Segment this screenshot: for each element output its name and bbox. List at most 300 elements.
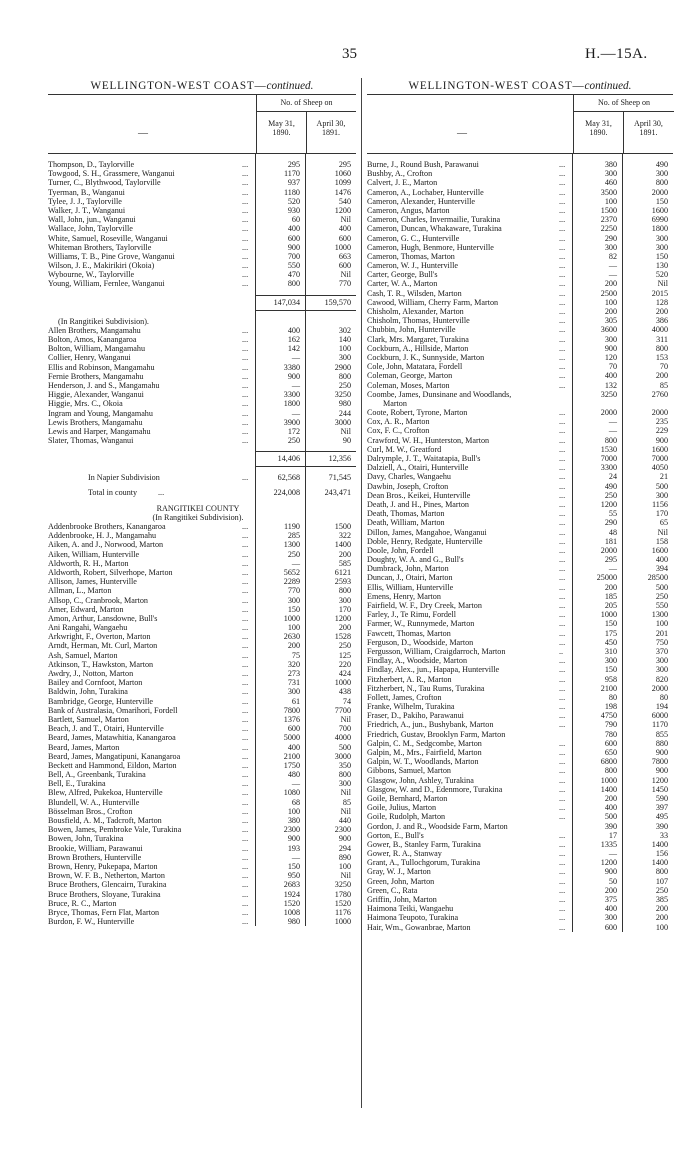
sheep-1890-value: 50 (608, 876, 617, 886)
sheep-1891-value: 65 (659, 518, 668, 528)
leader-dots: ... (242, 669, 249, 678)
sheep-1890-value: 400 (604, 803, 617, 813)
table-row (367, 702, 673, 711)
leader-dots: ... (242, 205, 249, 215)
table-row (48, 641, 356, 650)
sheep-1891-value: 1800 (651, 224, 668, 234)
sheep-1890-value: 380 (604, 160, 617, 169)
sheep-1890-value: 224,008 (273, 488, 300, 498)
sheep-1891-value: Nil (340, 215, 351, 225)
table-row (367, 895, 673, 904)
sheep-1890-value: — (608, 261, 617, 271)
sheep-1891-value: 540 (338, 196, 351, 206)
sheep-1890-value: 55 (608, 509, 617, 519)
table-row (367, 316, 673, 325)
sheep-1891-value: 7800 (651, 757, 668, 767)
leader-dots: ... (242, 816, 249, 825)
sheep-1891-value: 800 (338, 586, 351, 596)
sheep-1891-value: 1528 (334, 632, 351, 642)
sheep-1890-value: 1200 (600, 858, 617, 868)
left-column-title (48, 78, 356, 94)
sheep-1891-value: 370 (655, 646, 668, 656)
owner-name: Addenbrooke, H. J., Mangamahu (48, 531, 157, 541)
owner-name: Goile, Julius, Marton (367, 803, 437, 813)
leader-dots: ... (242, 251, 249, 261)
leader-dots: ... (559, 325, 566, 335)
sheep-1891-value: 4050 (651, 463, 668, 473)
sheep-1891-value: 1600 (651, 205, 668, 215)
sheep-1890-value: 900 (287, 371, 300, 381)
sheep-1890-value: 400 (604, 904, 617, 914)
sheep-1890-value: 200 (604, 582, 617, 592)
sheep-1891-value: 235 (655, 417, 668, 427)
sheep-1890-value: — (608, 417, 617, 427)
sheep-1890-value: 470 (287, 270, 300, 280)
sheep-1891-value: 1780 (334, 889, 351, 899)
sheep-1890-value: 14,406 (277, 454, 300, 464)
leader-dots: ... (559, 371, 566, 381)
sheep-1890-value: 300 (287, 687, 300, 697)
table-row (367, 776, 673, 785)
sheep-1891-value: 663 (338, 251, 351, 261)
leader-dots: ... (559, 573, 566, 583)
leader-dots: ... (559, 913, 566, 923)
sheep-1891-value: 2300 (334, 825, 351, 835)
leader-dots: ... (242, 650, 249, 660)
leader-dots: ... (242, 834, 249, 844)
sheep-1891-value: 243,471 (324, 488, 351, 498)
table-row (367, 509, 673, 518)
sheep-1891-value: 590 (655, 793, 668, 803)
owner-name: Glasgow, W. and D., Edenmore, Turakina (367, 784, 503, 794)
leader-dots: ... (559, 426, 566, 436)
sheep-1891-value: 880 (655, 738, 668, 748)
leader-dots: ... (559, 766, 566, 776)
table-row (48, 724, 356, 733)
table-row (367, 675, 673, 684)
subtotal-rule (256, 451, 356, 452)
right-header-april: April 30, 1891. (623, 111, 673, 153)
sheep-1891-value: 250 (338, 641, 351, 651)
leader-dots: ... (559, 334, 566, 344)
sheep-1891-value: 1600 (651, 444, 668, 454)
right-header-dash: — (457, 128, 467, 139)
table-row (48, 206, 356, 215)
sheep-1891-value: 3000 (334, 751, 351, 761)
owner-name: Total in county (88, 488, 138, 498)
table-row (48, 234, 356, 243)
sheep-1890-value: 900 (604, 343, 617, 353)
sheep-1891-value: 229 (655, 426, 668, 436)
table-row (367, 840, 673, 849)
table-row (367, 638, 673, 647)
owner-name: Coleman, George, Marton (367, 371, 453, 381)
sheep-1890-value: 1180 (284, 187, 300, 197)
leader-dots: ... (242, 371, 249, 381)
owner-name: Dumbrack, John, Marton (367, 564, 449, 574)
leader-dots: ... (242, 399, 249, 409)
leader-dots: ... (559, 637, 566, 647)
owner-name: Bushby, A., Crofton (367, 169, 433, 179)
table-row (367, 711, 673, 720)
owner-name: Hair, Wm., Gowanbrae, Marton (367, 922, 471, 932)
sheep-1890-value: 550 (287, 261, 300, 271)
sheep-1890-value: 700 (287, 251, 300, 261)
sheep-1890-value: 1924 (283, 889, 300, 899)
owner-name: Arkwright, F., Overton, Marton (48, 632, 151, 642)
owner-name: Death, J. and H., Pines, Marton (367, 499, 469, 509)
table-row (48, 844, 356, 853)
leader-dots: ... (242, 871, 249, 881)
right-column-title (367, 78, 673, 94)
leader-dots: ... (242, 187, 249, 197)
leader-dots: ... (242, 724, 249, 734)
sheep-1891-value: 4000 (334, 733, 351, 743)
owner-name: Wilson, J. E., Makirikiri (Okoia) (48, 261, 155, 271)
owner-name: Galpin, M., Mrs., Fairfield, Marton (367, 748, 482, 757)
table-row (48, 390, 356, 399)
subtotal-rule (256, 295, 356, 296)
subtotal-row (48, 295, 356, 311)
sheep-1890-value: — (291, 380, 300, 390)
leader-dots: ... (559, 885, 566, 895)
table-row (48, 614, 356, 623)
leader-dots: ... (242, 362, 249, 372)
leader-dots: ... (559, 922, 566, 932)
leader-dots: ... (242, 558, 249, 568)
leader-dots: ... (242, 390, 249, 400)
table-row (367, 831, 673, 840)
table-row (48, 825, 356, 834)
leader-dots: ... (559, 867, 566, 877)
leader-dots: ... (242, 335, 249, 344)
sheep-1890-value: 305 (604, 316, 617, 326)
table-row (367, 849, 673, 858)
sheep-1891-value: 300 (655, 242, 668, 252)
owner-name: Gorton, E., Bull's (367, 830, 424, 840)
sheep-1890-value: 61 (291, 696, 300, 706)
leader-dots: ... (242, 270, 249, 280)
right-table-body (367, 154, 673, 932)
leader-dots: ... (559, 674, 566, 684)
owner-name: Beach, J. and T., Otairi, Hunterville (48, 724, 164, 734)
sheep-1891-value: 400 (655, 555, 668, 565)
owner-name: Ash, Samuel, Marton (48, 650, 118, 660)
table-row (48, 540, 356, 549)
sheep-1890-value: 390 (604, 821, 617, 831)
leader-dots: ... (559, 702, 566, 712)
owner-name: Aiken, A. and J., Norwood, Marton (48, 540, 164, 550)
owner-name: Lewis Brothers, Mangamahu (48, 417, 143, 427)
sheep-1891-value: 550 (655, 601, 668, 610)
owner-name: Glasgow, John, Ashley, Turakina (367, 775, 474, 785)
sheep-1890-value: 2500 (600, 288, 617, 298)
table-row (48, 788, 356, 797)
owner-name: Brown, W. F. B., Netherton, Marton (48, 871, 165, 881)
sheep-1891-value: 600 (338, 261, 351, 271)
sheep-1891-value: 980 (338, 399, 351, 409)
leader-dots: ... (242, 632, 249, 642)
table-row (48, 418, 356, 427)
owner-name: Coleman, Moses, Marton (367, 380, 450, 390)
owner-name: Goile, Bernhard, Marton (367, 793, 448, 803)
sheep-1891-value: 200 (655, 904, 668, 914)
owner-name: Cole, John, Matatara, Fordell (367, 362, 463, 372)
table-row (367, 923, 673, 932)
sheep-1891-value: 700 (338, 724, 351, 734)
leader-dots: ... (242, 696, 249, 706)
leader-dots: ... (559, 812, 566, 822)
table-row (367, 261, 673, 270)
sheep-1890-value: 2289 (283, 577, 300, 587)
sheep-1890-value: 172 (287, 426, 300, 436)
sheep-1891-value: 153 (655, 352, 668, 362)
leader-dots: ... (242, 233, 249, 243)
table-row (48, 660, 356, 669)
owner-name: Griffin, John, Marton (367, 895, 437, 904)
table-row (367, 647, 673, 656)
leader-dots: ... (559, 187, 566, 197)
leader-dots: ... (559, 619, 566, 629)
leader-dots: ... (559, 417, 566, 427)
table-row (48, 596, 356, 605)
leader-dots: ... (559, 499, 566, 509)
column-rule (572, 154, 573, 932)
owner-name: Cameron, Alexander, Hunterville (367, 196, 475, 206)
owner-name: Coombe, James, Dunsinane and Woodlands, (367, 389, 512, 399)
table-row (367, 867, 673, 876)
table-row (48, 816, 356, 825)
leader-dots: ... (242, 595, 249, 605)
sheep-1890-value: 400 (604, 371, 617, 381)
leader-dots: .. (559, 646, 564, 656)
sheep-1890-value: 1190 (284, 522, 300, 531)
sheep-1891-value: 300 (655, 490, 668, 500)
table-row (48, 917, 356, 926)
sheep-1890-value: 185 (604, 591, 617, 601)
table-row (367, 252, 673, 261)
table-row (48, 770, 356, 779)
sheep-1891-value: 350 (338, 760, 351, 770)
owner-name: Bruce Brothers, Glencairn, Turakina (48, 880, 167, 890)
owner-name: Young, William, Fernlee, Wanganui (48, 279, 165, 289)
owner-name: Bryce, Thomas, Fern Flat, Marton (48, 907, 160, 917)
table-row (48, 890, 356, 899)
owner-name: Bowen, John, Turakina (48, 834, 124, 844)
sheep-1890-value: — (608, 426, 617, 436)
leader-dots: ... (242, 353, 249, 363)
leader-dots: ... (242, 889, 249, 899)
sheep-1891-value: 820 (655, 674, 668, 684)
sheep-1891-value: Nil (657, 279, 668, 289)
sheep-1890-value: 2370 (600, 215, 617, 225)
sheep-1891-value: 125 (338, 650, 351, 660)
table-row (367, 169, 673, 178)
sheep-1891-value: 495 (655, 812, 668, 822)
sheep-1890-value: — (608, 564, 617, 574)
leader-dots: ... (242, 224, 249, 234)
table-row (367, 886, 673, 895)
sheep-1890-value: 2000 (600, 545, 617, 555)
owner-name: Beckett and Hammond, Eildon, Marton (48, 760, 177, 770)
sheep-1890-value: 600 (287, 724, 300, 734)
table-row (367, 592, 673, 601)
leader-dots: ... (242, 760, 249, 770)
table-row (48, 550, 356, 559)
sheep-1891-value: 170 (655, 509, 668, 519)
sheep-1891-value: 1476 (334, 187, 351, 197)
sheep-1890-value: 450 (604, 637, 617, 647)
leader-dots: ... (559, 444, 566, 454)
leader-dots: ... (242, 861, 249, 871)
sheep-1891-value: 200 (655, 913, 668, 923)
sheep-1890-value: 100 (604, 297, 617, 307)
leader-dots: ... (242, 242, 249, 252)
table-row (48, 473, 356, 482)
sheep-1890-value: — (291, 779, 300, 789)
owner-name: Beard, James, Mangatipuni, Kanangaroa (48, 751, 181, 761)
table-row (48, 623, 356, 632)
sheep-1890-value: 800 (604, 766, 617, 776)
sheep-1890-value: 400 (287, 742, 300, 752)
sheep-1890-value: 520 (287, 196, 300, 206)
table-row (367, 739, 673, 748)
owner-name: Chubbin, John, Hunterville (367, 325, 456, 335)
table-row (48, 326, 356, 335)
leader-dots: ... (242, 898, 249, 908)
sheep-1890-value: 75 (291, 650, 300, 660)
left-table-header (48, 94, 356, 154)
owner-name: Gordon, J. and R., Woodside Farm, Marton (367, 821, 508, 831)
sheep-1891-value: 2015 (651, 288, 668, 298)
owner-name: Bruce Brothers, Sloyane, Turakina (48, 889, 161, 899)
sheep-1890-value: 175 (604, 628, 617, 638)
table-row (367, 408, 673, 417)
table-row (367, 812, 673, 821)
sheep-1890-value: 300 (287, 595, 300, 605)
leader-dots: ... (559, 481, 566, 491)
sheep-1890-value: 150 (604, 665, 617, 675)
sheep-1891-value: 1000 (334, 242, 351, 252)
table-row (367, 518, 673, 527)
owner-name: Friedrich, A., jun., Bushybank, Marton (367, 720, 494, 730)
sheep-1891-value: 385 (655, 895, 668, 904)
leader-dots: ... (559, 849, 566, 859)
owner-name: Amon, Arthur, Lansdowne, Bull's (48, 613, 158, 623)
table-row (48, 178, 356, 187)
owner-name: Friedrich, Gustav, Brooklyn Farm, Marton (367, 729, 506, 739)
leader-dots: ... (559, 463, 566, 473)
sheep-1891-value: 1060 (334, 169, 351, 179)
sheep-1890-value: 300 (604, 169, 617, 179)
table-row (367, 234, 673, 243)
leader-dots: ... (559, 224, 566, 234)
right-title-text: WELLINGTON-WEST COAST— (408, 80, 585, 92)
table-row (367, 279, 673, 288)
table-row (367, 335, 673, 344)
sheep-1891-value: 107 (655, 876, 668, 886)
leader-dots: ... (242, 540, 249, 550)
right-header-may: May 31, 1890. (573, 111, 623, 153)
sheep-1890-value: 600 (287, 233, 300, 243)
table-row (367, 298, 673, 307)
sheep-1891-value: 800 (655, 343, 668, 353)
owner-name: Gower, R. A., Stanway (367, 849, 442, 859)
sheep-1890-value: 70 (608, 362, 617, 372)
sheep-1890-value: 731 (287, 678, 300, 688)
owner-name: Grant, A., Tullochgorum, Turakina (367, 858, 481, 868)
right-column (367, 78, 673, 932)
leader-dots: ... (559, 352, 566, 362)
leader-dots: ... (559, 380, 566, 390)
table-row (48, 761, 356, 770)
sheep-1891-value: 85 (342, 797, 351, 807)
sheep-1890-value: 1376 (283, 714, 300, 724)
owner-name: Cox, A. R., Marton (367, 417, 430, 427)
sheep-1891-value: 1200 (651, 775, 668, 785)
sheep-1890-value: 460 (604, 178, 617, 188)
sheep-1890-value: 7800 (283, 705, 300, 715)
right-table-header (367, 94, 673, 154)
leader-dots: ... (242, 473, 249, 483)
table-row (48, 871, 356, 880)
owner-name: Cameron, Angus, Marton (367, 205, 450, 215)
sheep-1891-value: 250 (655, 591, 668, 601)
owner-name: Arndt, Herman, Mt. Curl, Marton (48, 641, 158, 651)
sheep-1891-value: 28500 (647, 573, 668, 583)
leader-dots: ... (242, 806, 249, 816)
owner-name: Farley, J., Te Rimu, Fordell (367, 610, 457, 620)
leader-dots: ... (242, 380, 249, 390)
sheep-1890-value: 200 (604, 885, 617, 895)
leader-dots: ... (242, 907, 249, 917)
owner-name: Whiteman Brothers, Taylorville (48, 242, 152, 252)
owner-name: Addenbrooke Brothers, Kanangaroa (48, 522, 166, 531)
sheep-1890-value: 900 (287, 834, 300, 844)
leader-dots: ... (559, 454, 566, 463)
sheep-1891-value: 500 (655, 481, 668, 491)
owner-name: Dillon, James, Mangahoe, Wanganui (367, 527, 487, 537)
table-row (48, 605, 356, 614)
sheep-1890-value: 300 (604, 656, 617, 666)
owner-name: Galpin, C. M., Sedgcombe, Marton (367, 738, 482, 748)
owner-name: Fitzherbert, A. R., Marton (367, 674, 452, 684)
left-table-body (48, 154, 356, 926)
owner-name: Bell, E., Turakina (48, 779, 106, 789)
owner-name: Burne, J., Round Bush, Parawanui (367, 160, 479, 169)
sheep-1890-value: 1000 (283, 613, 300, 623)
owner-name: Galpin, W. T., Woodlands, Marton (367, 757, 479, 767)
owner-name: Aiken, William, Hunterville (48, 549, 140, 559)
sheep-1891-value: 1400 (651, 858, 668, 868)
table-row (48, 252, 356, 261)
owner-name: Cameron, A., Lochaber, Hunterville (367, 187, 484, 197)
sheep-1891-value: 1099 (334, 178, 351, 188)
table-row (367, 436, 673, 445)
owner-name: Allen Brothers, Mangamahu (48, 325, 141, 335)
left-column (48, 78, 356, 926)
leader-dots: ... (242, 417, 249, 427)
sheep-1890-value: 930 (287, 205, 300, 215)
leader-dots: ... (559, 601, 566, 610)
sheep-1891-value: 71,545 (328, 473, 351, 483)
leader-dots: ... (242, 825, 249, 835)
table-row (48, 697, 356, 706)
sheep-1890-value: 600 (604, 922, 617, 932)
sheep-1890-value: 250 (287, 549, 300, 559)
sheep-1890-value: 193 (287, 843, 300, 853)
table-row (367, 528, 673, 537)
